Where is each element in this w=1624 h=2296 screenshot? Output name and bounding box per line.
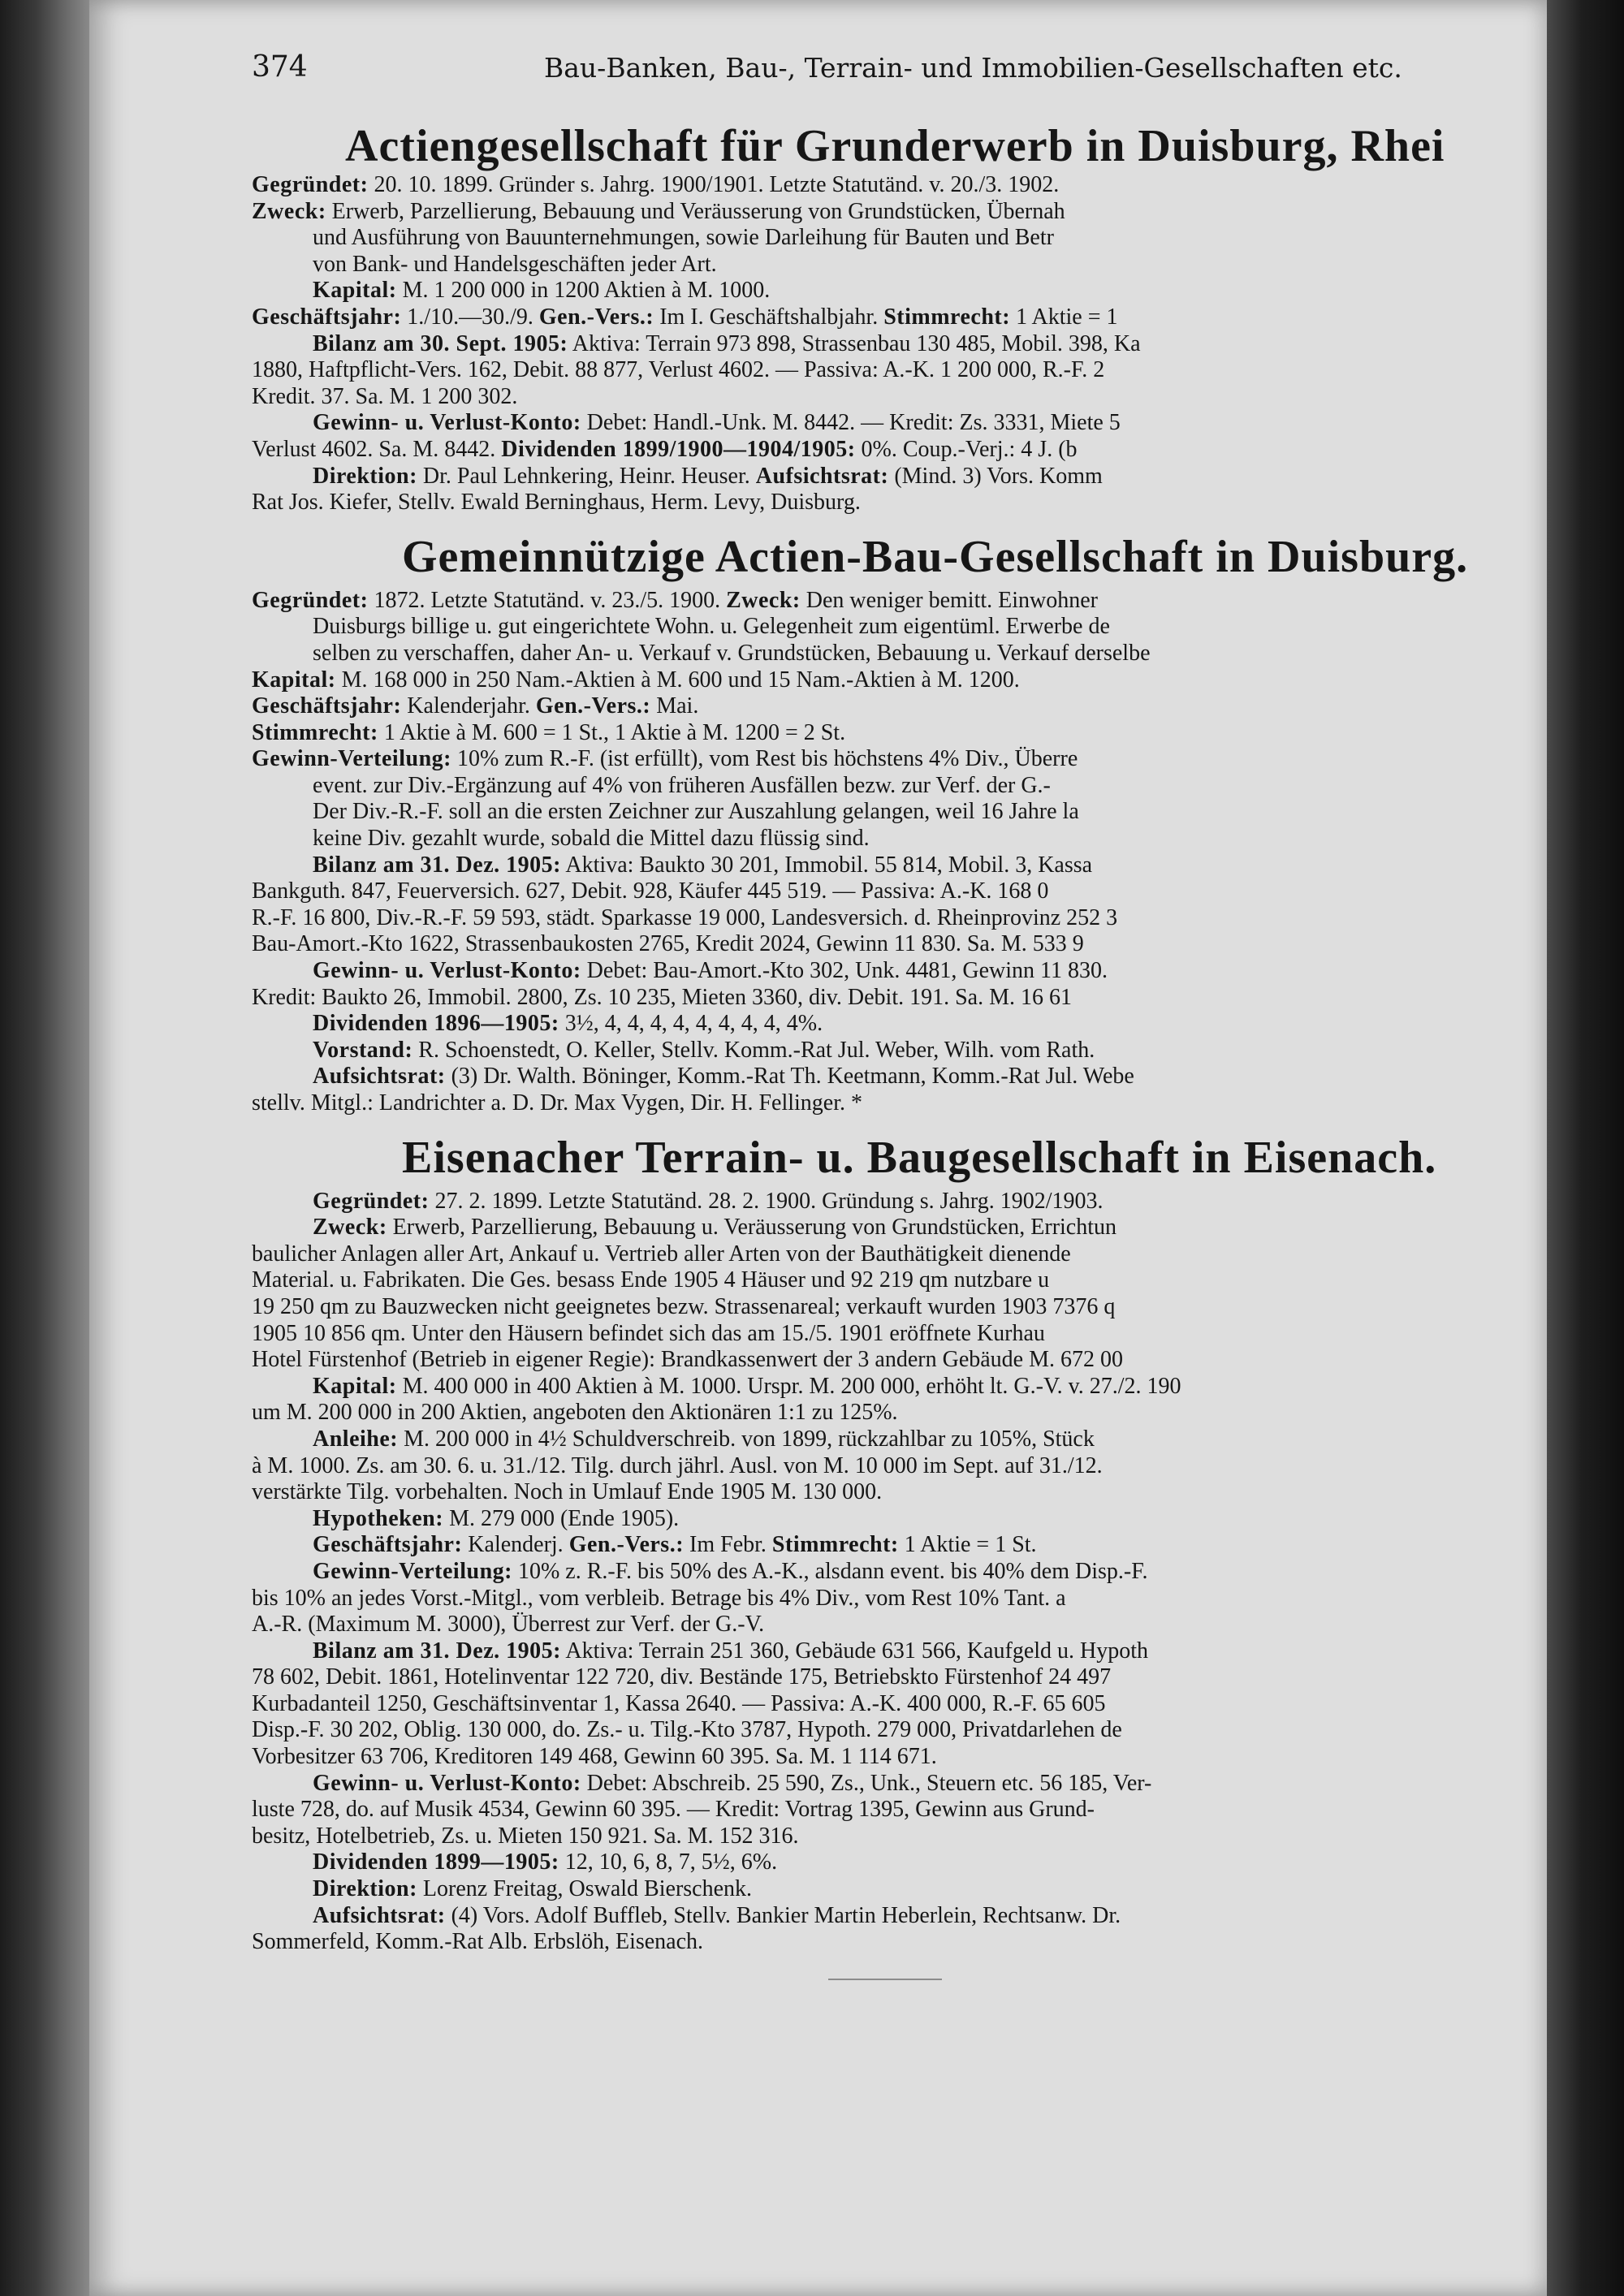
field-text: Debet: Abschreib. 25 590, Zs., Unk., Steuern etc. 56 185, Ver- xyxy=(581,1770,1152,1796)
field-label: Gewinn- u. Verlust-Konto: xyxy=(313,958,581,984)
field-label: Gegründet: xyxy=(252,172,369,197)
entry-line xyxy=(252,225,1531,252)
field-text: Verlust 4602. Sa. M. 8442. xyxy=(252,436,502,462)
book-spine xyxy=(0,0,89,2296)
field-text: 3½, 4, 4, 4, 4, 4, 4, 4, 4, 4%. xyxy=(559,1011,823,1037)
entry-line xyxy=(252,1823,1531,1850)
entry-line xyxy=(252,1215,1531,1241)
field-label: Gegründet: xyxy=(252,587,369,613)
entry-line xyxy=(252,1638,1531,1665)
entry-line xyxy=(252,852,1531,879)
field-text: 10% zum R.-F. (ist erfüllt), vom Rest bis höchstens 4% Div., Überre xyxy=(451,746,1078,772)
field-label: Zweck: xyxy=(252,198,326,224)
entry-line xyxy=(252,1090,1531,1117)
field-label: Gewinn- u. Verlust-Konto: xyxy=(313,410,581,436)
field-text: Lorenz Freitag, Oswald Bierschenk. xyxy=(417,1876,753,1902)
field-text: selben zu verschaffen, daher An- u. Verkauf v. Grundstücken, Bebauung u. Verkauf derselbe xyxy=(313,640,1151,666)
entry-line xyxy=(252,199,1531,226)
field-text: Im Febr. xyxy=(684,1532,772,1558)
field-text: 1./10.—30./9. xyxy=(401,304,539,330)
entry-line xyxy=(252,1321,1531,1348)
page-number: 374 xyxy=(252,50,308,84)
end-rule xyxy=(828,1979,942,1980)
field-text: Kredit: Baukto 26, Immobil. 2800, Zs. 10 235, Mieten 3360, div. Debit. 191. Sa. M. 16 61 xyxy=(252,984,1073,1010)
field-text: 1 Aktie = 1 St. xyxy=(898,1532,1037,1558)
field-text: um M. 200 000 in 200 Aktien, angeboten den Aktionären 1:1 zu 125%. xyxy=(252,1400,898,1426)
company-title: Eisenacher Terrain- u. Baugesellschaft in Eisenach. xyxy=(402,1132,1437,1183)
field-text: Debet: Handl.-Unk. M. 8442. — Kredit: Zs. 3331, Miete 5 xyxy=(581,410,1121,436)
entry-line xyxy=(252,720,1531,747)
book-edge-right xyxy=(1547,0,1624,2296)
entry-line xyxy=(252,1426,1531,1453)
field-label: Gewinn-Verteilung: xyxy=(313,1558,512,1584)
entry-line xyxy=(252,278,1531,304)
field-label: Geschäftsjahr: xyxy=(252,304,402,330)
field-text: à M. 1000. Zs. am 30. 6. u. 31./12. Tilg. durch jährl. Ausl. von M. 10 000 im Sept. auf 31./12. xyxy=(252,1452,1103,1478)
field-text: Vorbesitzer 63 706, Kreditoren 149 468, Gewinn 60 395. Sa. M. 1 114 671. xyxy=(252,1744,937,1770)
entry-line xyxy=(252,667,1531,694)
field-text: 1872. Letzte Statutänd. v. 23./5. 1900. xyxy=(368,587,727,613)
field-text: 1880, Haftpflicht-Vers. 162, Debit. 88 877, Verlust 4602. — Passiva: A.-K. 1 200 000, R.-F. 2 xyxy=(252,357,1105,383)
entry-line xyxy=(252,773,1531,800)
field-label: Bilanz am 31. Dez. 1905: xyxy=(313,1638,561,1664)
company-title: Gemeinnützige Actien-Bau-Gesellschaft in Duisburg. xyxy=(402,531,1469,582)
field-text: M. 200 000 in 4½ Schuldverschreib. von 1899, rückzahlbar zu 105%, Stück xyxy=(398,1426,1095,1452)
field-label: Aufsichtsrat: xyxy=(755,463,889,489)
entry-line xyxy=(252,1929,1531,1956)
entry-line xyxy=(252,331,1531,358)
page-content xyxy=(252,120,1531,1980)
entry-line xyxy=(252,1691,1531,1718)
field-text: bis 10% an jedes Vorst.-Mitgl., vom verbleib. Betrage bis 4% Div., vom Rest 10% Tant. a xyxy=(252,1585,1066,1611)
entry-line xyxy=(252,905,1531,932)
field-text: 1 Aktie = 1 xyxy=(1010,304,1118,330)
running-title: Bau-Banken, Bau-, Terrain- und Immobilien-Gesellschaften etc. xyxy=(544,52,1402,84)
entry-line xyxy=(252,1771,1531,1798)
entry-line xyxy=(252,437,1531,464)
company-entry xyxy=(252,531,1531,1117)
field-text: Bankguth. 847, Feuerversich. 627, Debit. 928, Käufer 445 519. — Passiva: A.-K. 168 0 xyxy=(252,878,1049,904)
page-header xyxy=(252,50,1547,91)
field-label: Gen.-Vers.: xyxy=(535,693,651,719)
entry-line xyxy=(252,985,1531,1012)
company-entry xyxy=(252,120,1531,516)
field-text: 1 Aktie à M. 600 = 1 St., 1 Aktie à M. 1200 = 2 St. xyxy=(378,719,846,745)
field-text: 20. 10. 1899. Gründer s. Jahrg. 1900/1901. Letzte Statutänd. v. 20./3. 1902. xyxy=(368,172,1060,197)
field-label: Kapital: xyxy=(252,667,336,693)
book-page xyxy=(89,0,1547,2296)
field-text: Erwerb, Parzellierung, Bebauung u. Veräusserung von Grundstücken, Errichtun xyxy=(387,1215,1117,1241)
entry-line xyxy=(252,1903,1531,1930)
company-title: Actiengesellschaft für Grunderwerb in Duisburg, Rhei xyxy=(345,121,1445,171)
field-text: Im I. Geschäftshalbjahr. xyxy=(654,304,884,330)
field-text: 0%. Coup.-Verj.: 4 J. (b xyxy=(855,436,1078,462)
field-text: verstärkte Tilg. vorbehalten. Noch in Umlauf Ende 1905 M. 130 000. xyxy=(252,1479,883,1505)
entry-line xyxy=(252,410,1531,437)
field-text: 1905 10 856 qm. Unter den Häusern befindet sich das am 15./5. 1901 eröffnete Kurhau xyxy=(252,1320,1045,1346)
field-text: M. 168 000 in 250 Nam.-Aktien à M. 600 und 15 Nam.-Aktien à M. 1200. xyxy=(335,667,1020,693)
entry-line xyxy=(252,1586,1531,1612)
entry-line xyxy=(252,1532,1531,1559)
entry-line xyxy=(252,1038,1531,1064)
entry-line xyxy=(252,878,1531,905)
field-label: Dividenden 1899/1900—1904/1905: xyxy=(501,436,856,462)
field-text: Sommerfeld, Komm.-Rat Alb. Erbslöh, Eisenach. xyxy=(252,1929,704,1955)
entry-line xyxy=(252,1374,1531,1400)
field-label: Zweck: xyxy=(313,1215,387,1241)
field-label: Bilanz am 31. Dez. 1905: xyxy=(313,852,561,878)
entry-line xyxy=(252,464,1531,490)
field-text: Kurbadanteil 1250, Geschäftsinventar 1, Kassa 2640. — Passiva: A.-K. 400 000, R.-F. 65 605 xyxy=(252,1690,1106,1716)
field-text: (4) Vors. Adolf Buffleb, Stellv. Bankier Martin Heberlein, Rechtsanw. Dr. xyxy=(445,1902,1121,1928)
field-text: R.-F. 16 800, Div.-R.-F. 59 593, städt. Sparkasse 19 000, Landesversich. d. Rheinprovinz 252 3 xyxy=(252,904,1118,930)
entry-line xyxy=(252,490,1531,516)
field-text: R. Schoenstedt, O. Keller, Stellv. Komm.-Rat Jul. Weber, Wilh. vom Rath. xyxy=(412,1037,1095,1063)
field-text: baulicher Anlagen aller Art, Ankauf u. Vertrieb aller Arten von der Bauthätigkeit dienende xyxy=(252,1241,1071,1267)
field-label: Kapital: xyxy=(313,278,397,304)
field-text: Dr. Paul Lehnkering, Heinr. Heuser. xyxy=(417,463,756,489)
entry-line xyxy=(252,588,1531,615)
entry-line xyxy=(252,1797,1531,1823)
field-label: Anleihe: xyxy=(313,1426,399,1452)
entry-line xyxy=(252,1294,1531,1321)
field-text: M. 279 000 (Ende 1905). xyxy=(443,1505,680,1531)
field-text: keine Div. gezahlt wurde, sobald die Mittel dazu flüssig sind. xyxy=(313,826,870,852)
field-text: Kalenderj. xyxy=(462,1532,569,1558)
field-label: Zweck: xyxy=(726,587,801,613)
entry-line xyxy=(252,1506,1531,1533)
field-text: Disp.-F. 30 202, Oblig. 130 000, do. Zs.- u. Tilg.-Kto 3787, Hypoth. 279 000, Privatdarlehen de xyxy=(252,1717,1122,1743)
field-text: und Ausführung von Bauunternehmungen, sowie Darleihung für Bauten und Betr xyxy=(313,225,1054,251)
entry-line xyxy=(252,1849,1531,1876)
field-text: Bau-Amort.-Kto 1622, Strassenbaukosten 2765, Kredit 2024, Gewinn 11 830. Sa. M. 533 9 xyxy=(252,931,1084,957)
field-label: Hypotheken: xyxy=(313,1505,444,1531)
field-text: 10% z. R.-F. bis 50% des A.-K., alsdann event. bis 40% dem Disp.-F. xyxy=(512,1558,1148,1584)
field-text: Kalenderjahr. xyxy=(401,693,536,719)
entry-line xyxy=(252,1453,1531,1480)
field-label: Direktion: xyxy=(313,1876,417,1902)
field-text: Material. u. Fabrikaten. Die Ges. besass Ende 1905 4 Häuser und 92 219 qm nutzbare u xyxy=(252,1267,1050,1293)
entry-line xyxy=(252,384,1531,411)
entry-line xyxy=(252,172,1531,199)
field-text: Der Div.-R.-F. soll an die ersten Zeichner zur Auszahlung gelangen, weil 16 Jahre la xyxy=(313,799,1079,825)
entry-line xyxy=(252,693,1531,720)
field-text: Aktiva: Baukto 30 201, Immobil. 55 814, Mobil. 3, Kassa xyxy=(560,852,1093,878)
entry-line xyxy=(252,1664,1531,1691)
field-text: stellv. Mitgl.: Landrichter a. D. Dr. Max Vygen, Dir. H. Fellinger. * xyxy=(252,1090,863,1116)
field-text: 27. 2. 1899. Letzte Statutänd. 28. 2. 1900. Gründung s. Jahrg. 1902/1903. xyxy=(429,1188,1104,1214)
field-text: Duisburgs billige u. gut eingerichtete Wohn. u. Gelegenheit zum eigentüml. Erwerbe de xyxy=(313,614,1110,640)
entry-line xyxy=(252,1717,1531,1744)
entry-line xyxy=(252,826,1531,852)
entry-line xyxy=(252,1267,1531,1294)
entry-line xyxy=(252,1347,1531,1374)
field-label: Stimmrecht: xyxy=(252,719,378,745)
field-text: M. 1 200 000 in 1200 Aktien à M. 1000. xyxy=(396,278,771,304)
field-text: event. zur Div.-Ergänzung auf 4% von früheren Ausfällen bezw. zur Verf. der G.- xyxy=(313,772,1051,798)
company-entry xyxy=(252,1132,1531,1956)
field-text: 19 250 qm zu Bauzwecken nicht geeignetes bezw. Strassenareal; verkauft wurden 1903 7376 q xyxy=(252,1293,1116,1319)
field-text: Kredit. 37. Sa. M. 1 200 302. xyxy=(252,383,518,409)
field-text: Erwerb, Parzellierung, Bebauung und Veräusserung von Grundstücken, Übernah xyxy=(326,198,1065,224)
field-text: A.-R. (Maximum M. 3000), Überrest zur Verf. der G.-V. xyxy=(252,1612,765,1638)
field-text: Aktiva: Terrain 251 360, Gebäude 631 566, Kaufgeld u. Hypoth xyxy=(560,1638,1149,1664)
entry-line xyxy=(252,1400,1531,1426)
field-text: Aktiva: Terrain 973 898, Strassenbau 130 485, Mobil. 398, Ka xyxy=(568,330,1141,356)
entry-line xyxy=(252,1876,1531,1903)
field-label: Direktion: xyxy=(313,463,417,489)
field-text: besitz, Hotelbetrieb, Zs. u. Mieten 150 921. Sa. M. 152 316. xyxy=(252,1823,799,1849)
field-text: von Bank- und Handelsgeschäften jeder Art. xyxy=(313,251,717,277)
field-label: Dividenden 1896—1905: xyxy=(313,1011,559,1037)
field-label: Geschäftsjahr: xyxy=(252,693,402,719)
field-text: Hotel Fürstenhof (Betrieb in eigener Regie): Brandkassenwert der 3 andern Gebäude M. 672 00 xyxy=(252,1347,1124,1373)
field-text: luste 728, do. auf Musik 4534, Gewinn 60 395. — Kredit: Vortrag 1395, Gewinn aus Grund- xyxy=(252,1797,1095,1823)
field-text: Rat Jos. Kiefer, Stellv. Ewald Berninghaus, Herm. Levy, Duisburg. xyxy=(252,490,861,516)
entry-line xyxy=(252,252,1531,278)
entry-line xyxy=(252,1559,1531,1586)
field-text: Den weniger bemitt. Einwohner xyxy=(800,587,1098,613)
field-label: Stimmrecht: xyxy=(771,1532,899,1558)
entry-line xyxy=(252,614,1531,641)
entry-line xyxy=(252,1479,1531,1506)
field-text: 12, 10, 6, 8, 7, 5½, 6%. xyxy=(559,1849,778,1875)
field-label: Gegründet: xyxy=(313,1188,430,1214)
field-label: Gewinn- u. Verlust-Konto: xyxy=(313,1770,581,1796)
entry-line xyxy=(252,1189,1531,1215)
field-text: 78 602, Debit. 1861, Hotelinventar 122 720, div. Bestände 175, Betriebskto Fürstenhof 24 497 xyxy=(252,1664,1112,1690)
field-text: M. 400 000 in 400 Aktien à M. 1000. Urspr. M. 200 000, erhöht lt. G.-V. v. 27./2. 190 xyxy=(396,1373,1181,1399)
field-text: (3) Dr. Walth. Böninger, Komm.-Rat Th. Keetmann, Komm.-Rat Jul. Webe xyxy=(445,1064,1134,1090)
field-text: Debet: Bau-Amort.-Kto 302, Unk. 4481, Gewinn 11 830. xyxy=(581,958,1108,984)
field-label: Gen.-Vers.: xyxy=(538,304,654,330)
field-label: Dividenden 1899—1905: xyxy=(313,1849,559,1875)
entry-line xyxy=(252,641,1531,667)
field-label: Gewinn-Verteilung: xyxy=(252,746,451,772)
field-label: Vorstand: xyxy=(313,1037,413,1063)
field-text: (Mind. 3) Vors. Komm xyxy=(888,463,1103,489)
entry-line xyxy=(252,958,1531,985)
field-label: Stimmrecht: xyxy=(883,304,1011,330)
field-label: Aufsichtsrat: xyxy=(313,1902,446,1928)
entry-line xyxy=(252,304,1531,331)
field-label: Bilanz am 30. Sept. 1905: xyxy=(313,330,568,356)
entry-line xyxy=(252,1241,1531,1268)
entry-line xyxy=(252,799,1531,826)
entry-line xyxy=(252,1011,1531,1038)
field-label: Kapital: xyxy=(313,1373,397,1399)
field-label: Aufsichtsrat: xyxy=(313,1064,446,1090)
entry-line xyxy=(252,1744,1531,1771)
entry-line xyxy=(252,357,1531,384)
field-label: Gen.-Vers.: xyxy=(568,1532,685,1558)
field-text: Mai. xyxy=(650,693,699,719)
entry-line xyxy=(252,1612,1531,1638)
field-label: Geschäftsjahr: xyxy=(313,1532,463,1558)
entry-line xyxy=(252,1064,1531,1090)
entry-line xyxy=(252,931,1531,958)
entry-line xyxy=(252,746,1531,773)
